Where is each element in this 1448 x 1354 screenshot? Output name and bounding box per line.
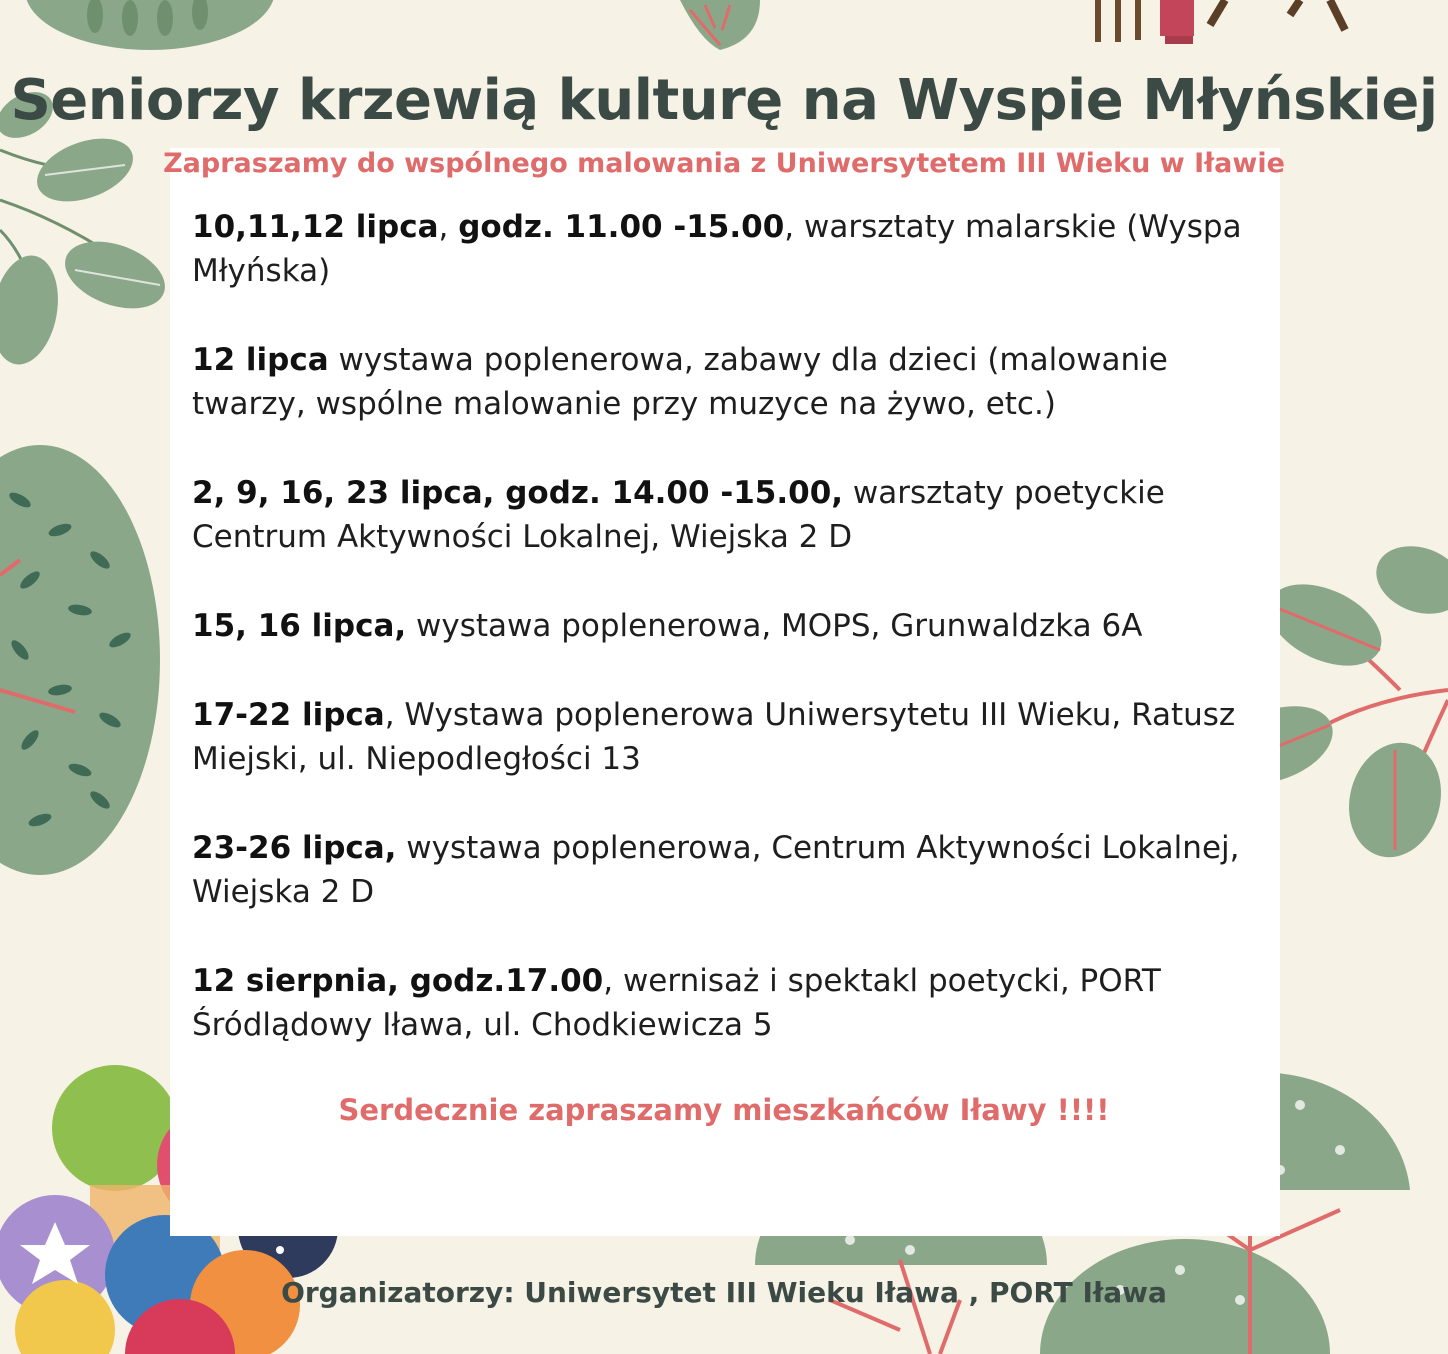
list-item: 17-22 lipca, Wystawa poplenerowa Uniwersytetu III Wieku, Ratusz Miejski, ul. Niepodległości 13 xyxy=(192,697,1236,777)
round-bush-icon xyxy=(0,445,160,875)
event-list xyxy=(192,205,1267,1092)
organizers-line: Organizatorzy: Uniwersytet III Wieku Iława , PORT Iława xyxy=(281,1276,1167,1309)
subtitle: Zapraszamy do wspólnego malowania z Uniwersytetem III Wieku w Iławie xyxy=(163,148,1285,179)
page-title: Seniorzy krzewią kulturę na Wyspie Młyńskiej xyxy=(10,68,1438,133)
list-item: 15, 16 lipca, wystawa poplenerowa, MOPS, Grunwaldzka 6A xyxy=(192,608,1143,644)
list-item: 10,11,12 lipca, godz. 11.00 -15.00, warsztaty malarskie (Wyspa Młyńska) xyxy=(192,209,1242,289)
list-item: 23-26 lipca, wystawa poplenerowa, Centrum Aktywności Lokalnej, Wiejska 2 D xyxy=(192,830,1240,910)
list-item: 12 lipca wystawa poplenerowa, zabawy dla dzieci (malowanie twarzy, wspólne malowanie przy muzyce na żywo, etc.) xyxy=(192,342,1168,422)
round-bush-icon xyxy=(25,0,275,50)
closing-invitation: Serdecznie zapraszamy mieszkańców Iławy !!!! xyxy=(338,1093,1110,1127)
list-item: 12 sierpnia, godz.17.00, wernisaż i spektakl poetycki, PORT Śródlądowy Iława, ul. Chodkiewicza 5 xyxy=(192,963,1161,1043)
figure-legs-icon xyxy=(1095,0,1345,44)
list-item: 2, 9, 16, 23 lipca, godz. 14.00 -15.00, warsztaty poetyckie Centrum Aktywności Lokalnej, Wiejska 2 D xyxy=(192,475,1165,555)
leaf-branch-icon xyxy=(680,0,760,50)
